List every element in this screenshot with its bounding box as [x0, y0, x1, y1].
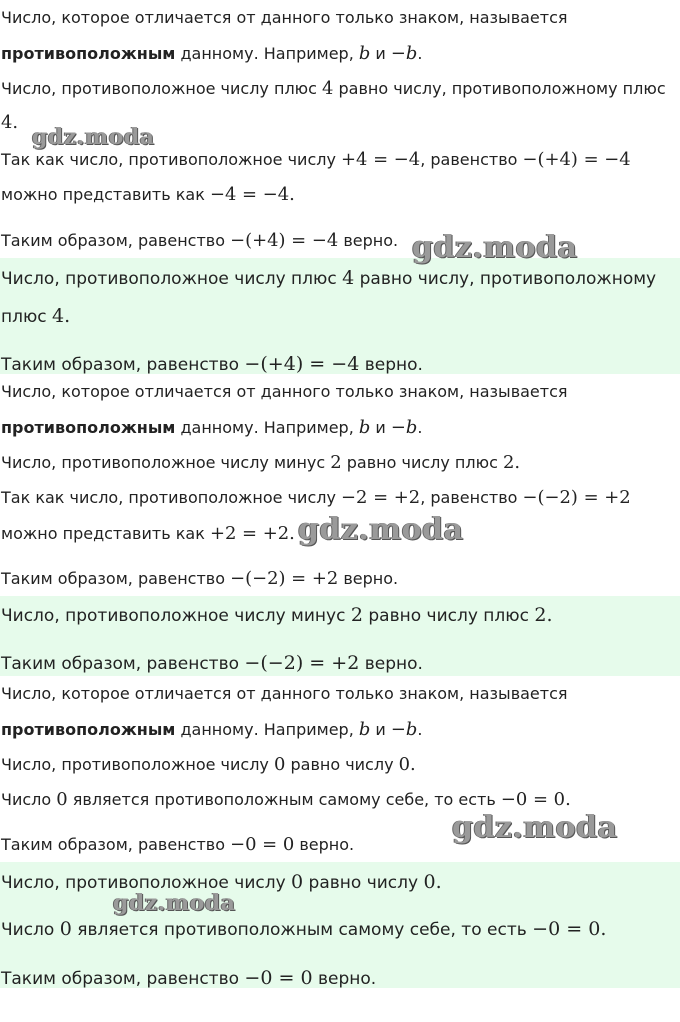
text: Число, противоположное числу минус: [1, 606, 351, 626]
text-line: [0, 569, 680, 589]
answer-line: [0, 268, 680, 289]
text: Число, которое отличается от данного только знаком, называется: [1, 684, 568, 703]
text: Число: [1, 920, 60, 940]
text: .: [417, 418, 423, 437]
text: Число, которое отличается от данного только знаком, называется: [1, 8, 568, 27]
text: данному. Например,: [175, 418, 359, 437]
answer-line: [0, 354, 680, 375]
math: −b: [390, 43, 418, 64]
text: равно числу плюс: [341, 453, 503, 472]
math: −(+4) = −4: [230, 230, 339, 251]
text: данному. Например,: [175, 720, 359, 739]
math: −(+4) = −4: [244, 353, 360, 375]
text-line: [0, 79, 680, 99]
definition-line-2: [0, 44, 680, 64]
text: является противоположным самому себе, то есть: [71, 920, 533, 940]
text: равно числу: [285, 755, 399, 774]
text: плюс: [1, 307, 53, 327]
math: +2 = +2.: [209, 523, 295, 544]
text: Число, противоположное числу плюс: [1, 79, 323, 98]
answer-line: [0, 968, 680, 989]
math: b: [358, 417, 371, 438]
text-line: [0, 231, 680, 251]
text: Таким образом, равенство: [1, 355, 245, 375]
text: верно.: [359, 654, 423, 674]
text: верно.: [338, 231, 399, 250]
text: данному. Например,: [175, 44, 359, 63]
math: b: [358, 43, 371, 64]
text: Число, противоположное числу: [1, 755, 274, 774]
math: +4 = −4: [341, 149, 421, 170]
math: 0: [59, 918, 72, 940]
text: равно числу: [303, 873, 424, 893]
definition-line: [0, 684, 680, 704]
text: является противоположным самому себе, то есть: [67, 790, 501, 809]
text: .: [417, 44, 423, 63]
math: −(−2) = +2: [522, 487, 631, 508]
answer-line: [0, 306, 680, 327]
text: , равенство: [420, 488, 523, 507]
math: 4.: [1, 112, 19, 133]
bold-term: противоположным: [1, 44, 176, 63]
math: b: [358, 719, 371, 740]
definition-line-2: [0, 418, 680, 438]
text: верно.: [338, 569, 399, 588]
text: можно представить как: [1, 185, 210, 204]
math: 0: [291, 871, 304, 893]
answer-line: [0, 653, 680, 674]
text: равно числу, противоположному плюс: [333, 79, 666, 98]
text: и: [370, 418, 391, 437]
bold-term: противоположным: [1, 720, 176, 739]
text: Число, противоположное числу минус: [1, 453, 331, 472]
watermark: gdz.moda: [298, 512, 464, 547]
math: −b: [390, 719, 418, 740]
text: верно.: [359, 355, 423, 375]
answer-line: [0, 872, 680, 893]
math: 0.: [398, 754, 416, 775]
text-line: [0, 453, 680, 473]
text: Число, которое отличается от данного только знаком, называется: [1, 382, 568, 401]
math: 2: [350, 604, 363, 626]
watermark: gdz.moda: [113, 890, 236, 916]
answer-line: [0, 605, 680, 626]
math: 0: [273, 754, 286, 775]
math: 4.: [52, 305, 71, 327]
math: −(−2) = +2: [244, 652, 360, 674]
text: Таким образом, равенство: [1, 654, 245, 674]
math: −b: [390, 417, 418, 438]
definition-line: [0, 382, 680, 402]
math: 0.: [423, 871, 442, 893]
math: −0 = 0.: [500, 789, 571, 810]
text: и: [370, 720, 391, 739]
text-line: [0, 790, 680, 810]
math: 4: [342, 267, 355, 289]
math: 2.: [502, 452, 521, 473]
text: верно.: [312, 969, 377, 989]
text: Число, противоположное числу плюс: [1, 269, 343, 289]
definition-line: [0, 8, 680, 28]
text: верно.: [294, 835, 355, 854]
text: равно числу плюс: [362, 606, 535, 626]
text-line: [0, 150, 680, 170]
text: Так как число, противоположное числу: [1, 488, 342, 507]
answer-line: [0, 919, 680, 940]
math: −2 = +2: [341, 487, 421, 508]
text: Таким образом, равенство: [1, 569, 231, 588]
math: −4 = −4.: [209, 184, 295, 205]
math: −(−2) = +2: [230, 568, 339, 589]
text: Таким образом, равенство: [1, 969, 245, 989]
math: 2.: [534, 604, 553, 626]
math: −0 = 0: [244, 967, 313, 989]
math: −0 = 0.: [532, 918, 607, 940]
math: 4: [322, 78, 334, 99]
math: −(+4) = −4: [522, 149, 631, 170]
text-line: [0, 755, 680, 775]
text: Так как число, противоположное числу: [1, 150, 342, 169]
text-line: [0, 185, 680, 205]
definition-line-2: [0, 720, 680, 740]
text: , равенство: [420, 150, 523, 169]
text: можно представить как: [1, 524, 210, 543]
text: Таким образом, равенство: [1, 835, 231, 854]
math: −0 = 0: [230, 834, 295, 855]
text: Число: [1, 790, 57, 809]
watermark: gdz.moda: [412, 230, 578, 265]
text: Число, противоположное числу: [1, 873, 292, 893]
watermark: gdz.moda: [452, 810, 618, 845]
text-line: [0, 488, 680, 508]
bold-term: противоположным: [1, 418, 176, 437]
text: Таким образом, равенство: [1, 231, 231, 250]
text: .: [417, 720, 423, 739]
watermark: gdz.moda: [32, 124, 155, 150]
text: и: [370, 44, 391, 63]
math: 2: [330, 452, 342, 473]
text: равно числу, противоположному: [354, 269, 657, 289]
math: 0: [56, 789, 68, 810]
